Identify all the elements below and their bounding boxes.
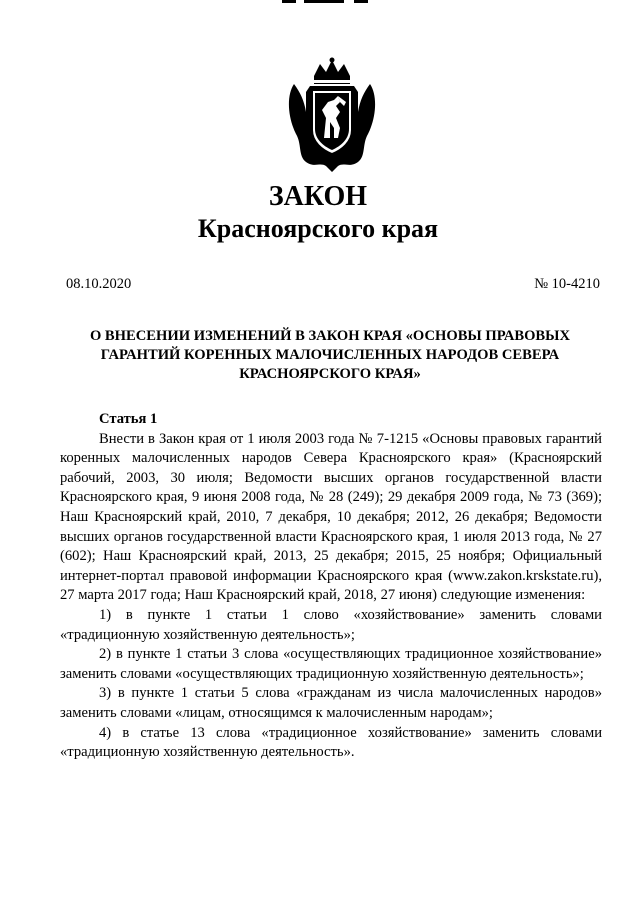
document-subtitle: Красноярского края [197, 214, 439, 243]
scan-marks [282, 0, 382, 4]
article-paragraph: 3) в пункте 1 статьи 5 слова «гражданам из числа малочисленных народов» заменить словами «лицам, относящимся к малочисленным народам»; [60, 685, 602, 721]
article-paragraph: 2) в пункте 1 статьи 3 слова «осуществляющих традиционное хозяйствование» заменить словами «осуществляющих традиционную хозяйственную деятельность»; [60, 646, 602, 682]
article-body [60, 410, 602, 763]
document-date: 08.10.2020 [66, 276, 132, 292]
article-paragraph: 1) в пункте 1 статьи 1 слово «хозяйствование» заменить словами «традиционную хозяйственную деятельность»; [60, 606, 602, 643]
article-paragraph: Внести в Закон края от 1 июля 2003 года № 7-1215 «Основы правовых гарантий коренных малочисленных народов Севера Красноярского края» (Красноярский рабочий, 2003, 30 июля; Ведомости высших органов государственной власти Красноярского края, 9 июня 2008 года, № 28 (249); 29 декабря 2009 года, № 73 (369); Наш Красноярский край, 2010, 7 декабря, 10 декабря; 2012, 26 декабря; Ведомости высших органов государственной власти Красноярского края, 1 июля 2013 года, № 27 (602); Наш Красноярский край, 2013, 25 декабря; 2015, 25 ноября; Официальный интернет-портал правовой информации Красноярского края (www.zakon.krskstate.ru), 27 марта 2017 года; Наш Красноярский край, 2018, 27 июня) следующие изменения: [60, 430, 602, 604]
heading-line: О ВНЕСЕНИИ ИЗМЕНЕНИЙ В ЗАКОН КРАЯ «ОСНОВЫ ПРАВОВЫХ [89, 328, 571, 344]
article-title: Статья 1 [99, 411, 158, 427]
coat-of-arms-emblem [284, 56, 380, 176]
article-paragraph: 4) в статье 13 слова «традиционное хозяйствование» заменить словами «традиционную хозяйственную деятельность». [60, 724, 602, 761]
heading-line: КРАСНОЯРСКОГО КРАЯ» [239, 366, 421, 382]
document-title: ЗАКОН [268, 181, 368, 212]
heading-line: ГАРАНТИЙ КОРЕННЫХ МАЛОЧИСЛЕННЫХ НАРОДОВ СЕВЕРА [100, 347, 560, 363]
document-number: № 10-4210 [534, 276, 600, 292]
document-heading [60, 327, 600, 384]
